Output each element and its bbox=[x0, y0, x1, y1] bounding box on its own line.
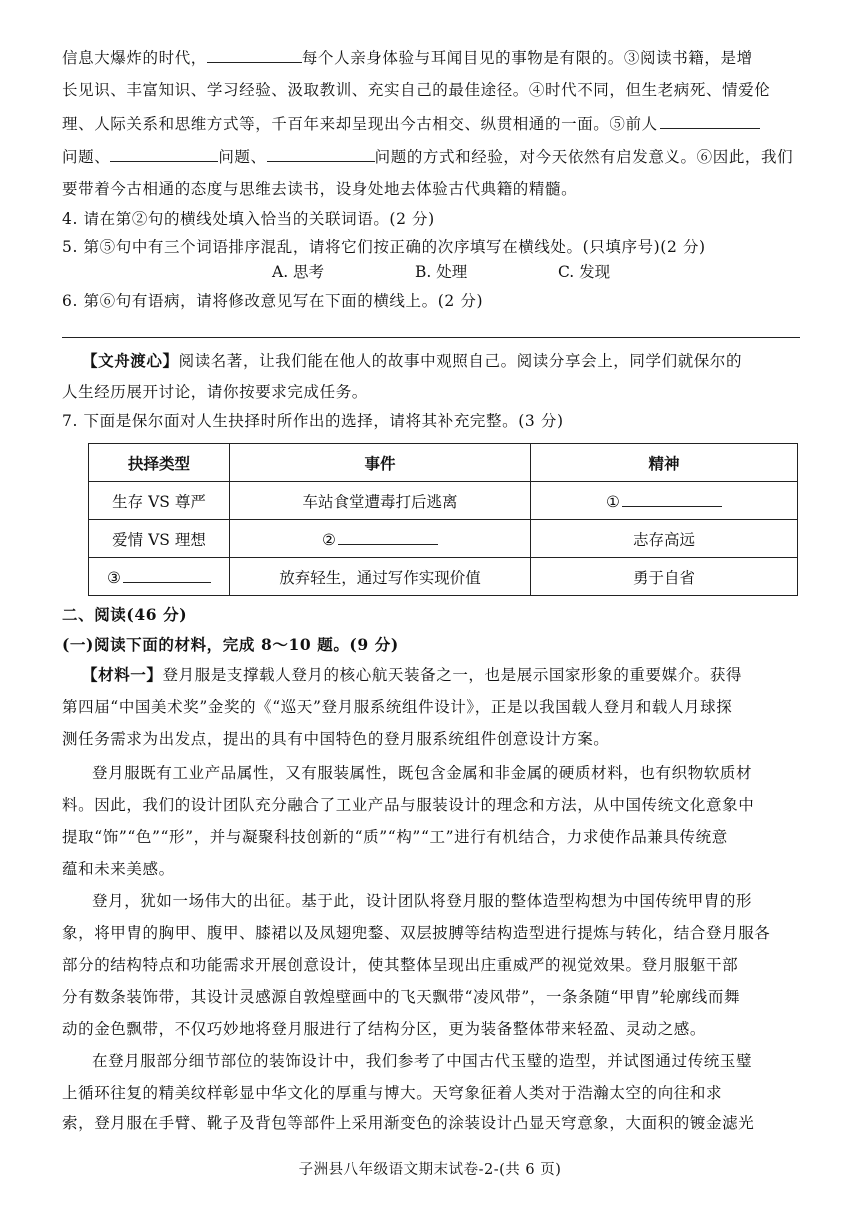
table-cell-answer[interactable] bbox=[230, 520, 531, 558]
passage-text: 问题、 bbox=[218, 148, 267, 166]
para4-line-2: 上循环往复的精美纹样彰显中华文化的厚重与博大。天穹象征着人类对于浩瀚太空的向往和求 bbox=[62, 1084, 723, 1102]
passage-line-4 bbox=[62, 145, 802, 168]
subsection-heading: (一)阅读下面的材料，完成 8～10 题。(9 分) bbox=[62, 635, 399, 654]
para2-line-1: 登月服既有工业产品属性，又有服装属性，既包含金属和非金属的硬质材料，也有织物软质材 bbox=[92, 764, 753, 782]
para3-line-3: 部分的结构特点和功能需求开展创意设计，使其整体呈现出庄重威严的视觉效果。登月服躯干部 bbox=[62, 956, 739, 974]
section-heading: 二、阅读(46 分) bbox=[62, 605, 188, 624]
answer-blank-5b[interactable] bbox=[110, 145, 218, 162]
material1-line-3: 测任务需求为出发点，提出的具有中国特色的登月服系统组件创意设计方案。 bbox=[62, 730, 610, 748]
material1-line-1 bbox=[82, 664, 802, 686]
blank-number: ③ bbox=[107, 569, 121, 587]
question-6: 6. 第⑥句有语病，请将修改意见写在下面的横线上。(2 分) bbox=[62, 292, 484, 310]
answer-blank[interactable] bbox=[622, 490, 722, 507]
passage-text: 信息大爆炸的时代， bbox=[62, 49, 207, 67]
table-header-row bbox=[89, 444, 798, 482]
table-cell: 放弃轻生，通过写作实现价值 bbox=[230, 558, 531, 596]
table-cell: 勇于自省 bbox=[531, 558, 798, 596]
para4-line-1: 在登月服部分细节部位的装饰设计中，我们参考了中国古代玉璧的造型，并试图通过传统玉璧 bbox=[92, 1052, 753, 1070]
passage-text: 问题、 bbox=[62, 148, 111, 166]
table-cell-answer[interactable] bbox=[531, 482, 798, 520]
table-header: 精神 bbox=[531, 444, 798, 482]
table-header: 事件 bbox=[230, 444, 531, 482]
answer-blank-5a[interactable] bbox=[660, 112, 760, 129]
answer-line-6[interactable] bbox=[62, 337, 800, 338]
para2-line-2: 料。因此，我们的设计团队充分融合了工业产品与服装设计的理念和方法，从中国传统文化意象中 bbox=[62, 796, 755, 814]
material-text: 登月服是支撑载人登月的核心航天装备之一，也是展示国家形象的重要媒介。获得 bbox=[162, 666, 743, 684]
passage-line-5: 要带着今古相通的态度与思维去读书，设身处地去体验古代典籍的精髓。 bbox=[62, 180, 578, 198]
passage-text: 问题的方式和经验，对今天依然有启发意义。⑥因此，我们 bbox=[374, 148, 794, 166]
material-tag: 【材料一】 bbox=[82, 665, 163, 684]
question-7: 7. 下面是保尔面对人生抉择时所作出的选择，请将其补充完整。(3 分) bbox=[62, 412, 564, 430]
answer-blank[interactable] bbox=[338, 528, 438, 545]
table-row bbox=[89, 558, 798, 596]
table-row bbox=[89, 482, 798, 520]
passage-line-2: 长见识、丰富知识、学习经验、汲取教训、充实自己的最佳途径。④时代不同，但生老病死、情爱伦 bbox=[62, 81, 771, 99]
para2-line-4: 蕴和未来美感。 bbox=[62, 860, 175, 878]
table-row bbox=[89, 520, 798, 558]
option-c: C. 发现 bbox=[558, 263, 611, 281]
answer-blank[interactable] bbox=[123, 566, 211, 583]
para3-line-1: 登月，犹如一场伟大的出征。基于此，设计团队将登月服的整体造型构想为中国传统甲胄的形 bbox=[92, 892, 753, 910]
table-header: 抉择类型 bbox=[89, 444, 230, 482]
table-cell-answer[interactable] bbox=[89, 558, 230, 596]
wenzhou-intro-2: 人生经历展开讨论，请你按要求完成任务。 bbox=[62, 383, 368, 401]
option-b: B. 处理 bbox=[415, 263, 468, 281]
page-footer: 子洲县八年级语文期末试卷-2-(共 6 页) bbox=[298, 1162, 562, 1178]
option-a: A. 思考 bbox=[272, 263, 325, 281]
para4-line-3: 索，登月服在手臂、靴子及背包等部件上采用渐变色的涂装设计凸显天穹意象，大面积的镀金滤光 bbox=[62, 1114, 755, 1132]
para3-line-5: 动的金色飘带，不仅巧妙地将登月服进行了结构分区，更为装备整体带来轻盈、灵动之感。 bbox=[62, 1020, 707, 1038]
question-4: 4. 请在第②句的横线处填入恰当的关联词语。(2 分) bbox=[62, 210, 435, 228]
para3-line-4: 分有数条装饰带，其设计灵感源自敦煌壁画中的飞天飘带“凌风带”，一条条随“甲胄”轮廓线而舞 bbox=[62, 988, 741, 1006]
answer-blank-5c[interactable] bbox=[267, 145, 375, 162]
para2-line-3: 提取“饰”“色”“形”，并与凝聚科技创新的“质”“构”“工”进行有机结合，力求使作品兼具传统意 bbox=[62, 828, 728, 846]
table-cell: 生存 VS 尊严 bbox=[89, 482, 230, 520]
passage-text: 每个人亲身体验与耳闻目见的事物是有限的。③阅读书籍，是增 bbox=[301, 49, 753, 67]
table-cell: 志存高远 bbox=[531, 520, 798, 558]
material1-line-2: 第四届“中国美术奖”金奖的《“巡天”登月服系统组件设计》，正是以我国载人登月和载人月球探 bbox=[62, 698, 733, 716]
question-5: 5. 第⑤句中有三个词语排序混乱，请将它们按正确的次序填写在横线处。(只填序号)(2 分) bbox=[62, 238, 706, 256]
blank-number: ② bbox=[322, 531, 336, 549]
section-tag: 【文舟渡心】 bbox=[82, 351, 179, 370]
blank-number: ① bbox=[606, 493, 620, 511]
answer-blank-2[interactable] bbox=[207, 46, 302, 63]
para3-line-2: 象，将甲胄的胸甲、腹甲、膝裙以及凤翅兜鍪、双层披膊等结构造型进行提炼与转化，结合登月服各 bbox=[62, 924, 771, 942]
choice-table bbox=[88, 443, 798, 596]
passage-line-3 bbox=[62, 112, 802, 135]
passage-line-1 bbox=[62, 46, 802, 69]
wenzhou-intro-1 bbox=[82, 350, 802, 372]
table-cell: 爱情 VS 理想 bbox=[89, 520, 230, 558]
table-cell: 车站食堂遭毒打后逃离 bbox=[230, 482, 531, 520]
intro-text: 阅读名著，让我们能在他人的故事中观照自己。阅读分享会上，同学们就保尔的 bbox=[178, 352, 743, 370]
passage-text: 理、人际关系和思维方式等，千百年来却呈现出今古相交、纵贯相通的一面。⑤前人 bbox=[62, 115, 658, 133]
